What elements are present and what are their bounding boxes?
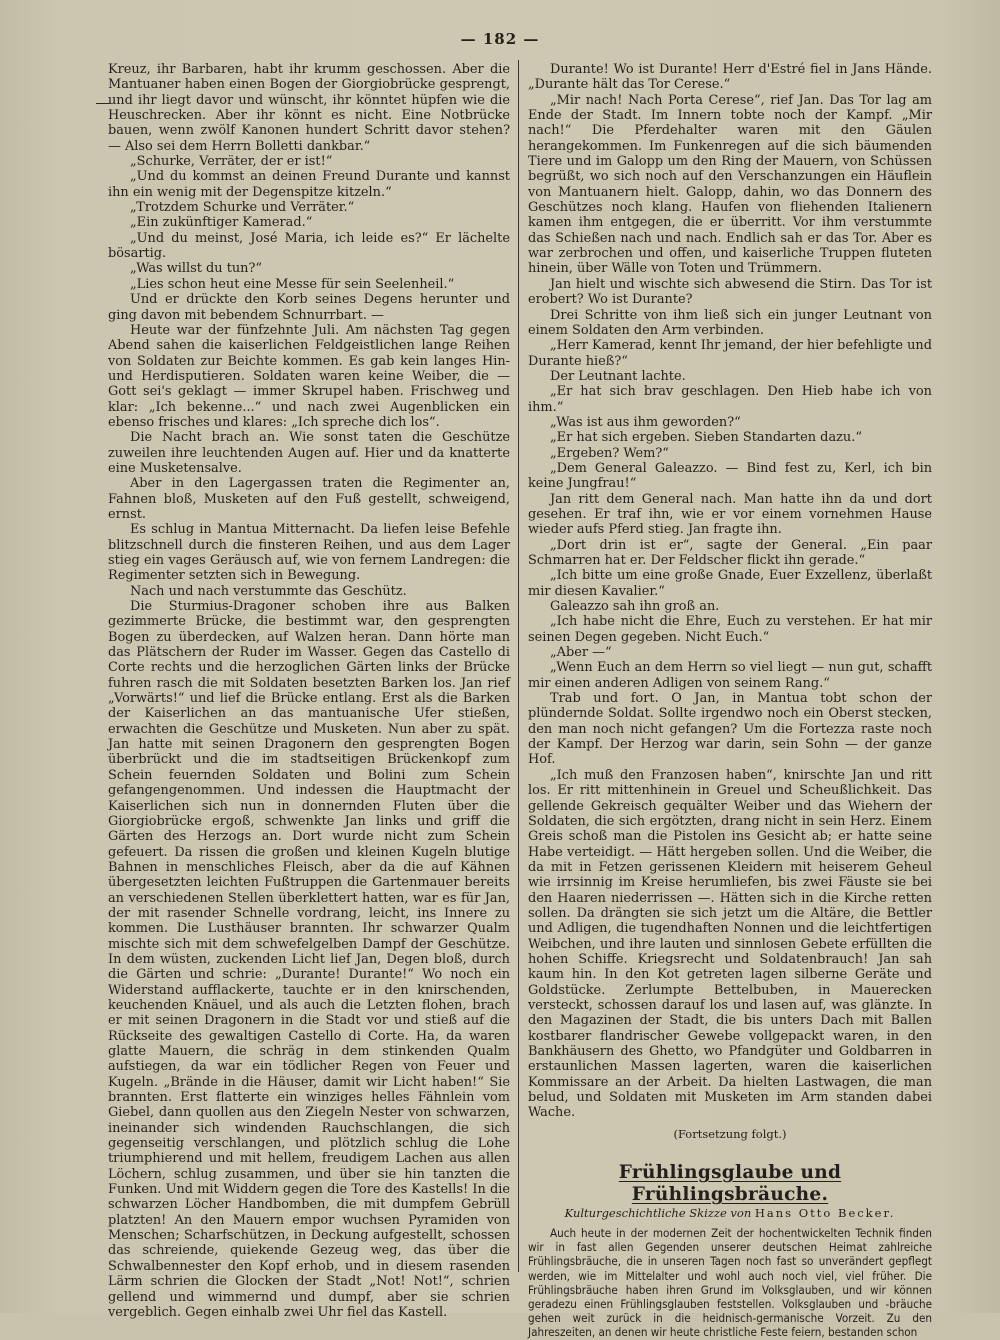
right-column [528, 62, 932, 1340]
paragraph: „Ich habe nicht die Ehre, Euch zu verstehen. Er hat mir seinen Degen gegeben. Nicht Euch.“ [528, 614, 932, 645]
paragraph: „Er hat sich ergeben. Sieben Standarten dazu.“ [550, 430, 862, 446]
paragraph: Drei Schritte von ihm ließ sich ein junger Leutnant von einem Soldaten den Arm verbinden. [528, 307, 932, 338]
paragraph: Aber in den Lagergassen traten die Regimenter an, Fahnen bloß, Musketen auf den Fuß gestellt, schweigend, ernst. [108, 476, 510, 522]
paragraph: „Und du kommst an deinen Freund Durante und kannst ihn ein wenig mit der Degenspitze kitzeln.“ [108, 169, 510, 200]
paragraph: Durante! Wo ist Durante! Herr d'Estré fiel in Jans Hände. „Durante hält das Tor Cerese.“ [528, 62, 932, 93]
paragraph: „Trotzdem Schurke und Verräter.“ [130, 200, 355, 216]
paragraph: Auch heute in der modernen Zeit der hochentwickelten Technik finden wir in fast allen Gegenden unserer deutschen Heimat zahlreiche Frühlingsbräuche, die in unseren Tagen noch fast so unverändert gepflegt werden, wie im Mittelalter und wohl auch noch viel, viel früher. Die Frühlingsbräuche haben ihren Grund im Volksglauben, und wir können geradezu einen Frühlingsglauben feststellen. Volksglauben und -bräuche gehen weit zurück in die heidnisch-germanische Vorzeit. Zu den Jahreszeiten, an denen wir heute christliche Feste feiern, bestanden schon [528, 1226, 932, 1340]
paragraph: Jan ritt dem General nach. Man hatte ihn da und dort gesehen. Er traf ihn, wie er vor einem vornehmen Hause wieder aufs Pferd stieg. Jan fragte ihn. [528, 491, 932, 538]
paragraph: „Schurke, Verräter, der er ist!“ [130, 154, 333, 170]
paragraph: „Herr Kamerad, kennt Ihr jemand, der hier befehligte und Durante hieß?“ [528, 338, 932, 369]
paragraph: „Dem General Galeazzo. — Bind fest zu, Kerl, ich bin keine Jungfrau!“ [528, 460, 932, 492]
paragraph: Galeazzo sah ihn groß an. [550, 599, 720, 615]
paragraph: Die Nacht brach an. Wie sonst taten die Geschütze zuweilen ihre leuchtenden Augen auf. Hier und da knatterte eine Musketensalve. [108, 430, 510, 476]
paragraph: „Dort drin ist er“, sagte der General. „Ein paar Schmarren hat er. Der Feldscher flickt ihn gerade.“ [528, 537, 932, 568]
continuation-note: (Fortsetzung folgt.) [673, 1126, 787, 1141]
article-body [528, 1226, 932, 1340]
paragraph: Jan hielt und wischte sich abwesend die Stirn. Das Tor ist erobert? Wo ist Durante? [528, 276, 932, 308]
paragraph: „Ein zukünftiger Kamerad.“ [130, 215, 313, 231]
paragraph: Heute war der fünfzehnte Juli. Am nächsten Tag gegen Abend sahen die kaiserlichen Feldgeistlichen lange Reihen von Soldaten zur Beichte kommen. Es gab kein langes Hin- und Herdisputieren. Soldaten waren keine Weiber, die — Gott sei's geklagt — immer Skrupel haben. Frischweg und klar: „Ich bekenne...“ und nach zwei Augenblicken ein ebenso frisches und klares: „Ich spreche dich los“. [108, 322, 510, 430]
paragraph: „Ich bitte um eine große Gnade, Euer Exzellenz, überlaßt mir diesen Kavalier.“ [528, 568, 932, 599]
article-subtitle-prefix: Kulturgeschichtliche Skizze von [564, 1206, 752, 1221]
article-title: Frühlingsglaube und Frühlingsbräuche. [618, 1162, 842, 1206]
page-number: — 182 — [460, 30, 540, 48]
paragraph: Der Leutnant lachte. [550, 368, 686, 384]
paragraph: „Wenn Euch an dem Herrn so viel liegt — nun gut, schafft mir einen anderen Adligen von seinem Rang.“ [528, 660, 932, 691]
paragraph: Nach und nach verstummte das Geschütz. [130, 583, 407, 599]
paragraph: Und er drückte den Korb seines Degens herunter und ging davon mit bebendem Schnurrbart. — [108, 292, 510, 323]
paragraph: „Ergeben? Wem?“ [550, 445, 669, 461]
article-subtitle [528, 1206, 932, 1220]
paragraph: „Aber —“ [550, 645, 612, 661]
paragraph: Trab und fort. O Jan, in Mantua tobt schon der plündernde Soldat. Sollte irgendwo noch ein Oberst stecken, den man noch nicht gefangen? Um die Fortezza raste noch der Kampf. Der Herzog war darin, sein Sohn — der ganze Hof. [528, 691, 932, 768]
paragraph: „Lies schon heut eine Messe für sein Seelenheil.“ [130, 276, 455, 292]
paragraph: „Was willst du tun?“ [130, 261, 262, 277]
paragraph: „Er hat sich brav geschlagen. Den Hieb habe ich von ihm.“ [528, 384, 932, 415]
paragraph: „Was ist aus ihm geworden?“ [550, 414, 741, 430]
left-column [108, 62, 510, 1320]
paragraph: „Mir nach! Nach Porta Cerese“, rief Jan. Das Tor lag am Ende der Stadt. Im Innern tobte noch der Kampf. „Mir nach!“ Die Pferdehalter waren mit den Gäulen herangekommen. Im Funkenregen auf die sich bäumenden Tiere und im Galopp um den Ring der Mauern, von Schüssen begrüßt, wo sich noch auf den Verschanzungen ein Häuflein von Mantuanern hielt. Galopp, dahin, wo das Donnern des Geschützes noch klang. Haufen von fliehenden Italienern kamen ihm entgegen, die er überritt. Vor ihm verstummte das Schießen nach und nach. Endlich sah er das Tor. Aber es war zerbrochen und offen, und kaiserliche Truppen fluteten hinein, über Wälle von Toten und Trümmern. [528, 92, 932, 277]
paragraph: „Ich muß den Franzosen haben“, knirschte Jan und ritt los. Er ritt mittenhinein in Greuel und Scheußlichkeit. Das gellende Gekreisch gequälter Weiber und das Wiehern der Soldaten, die sich ergötzten, drang nicht in sein Herz. Einem Greis schoß man die Pistolen ins Gesicht ab; er hatte seine Habe verteidigt. — Hätt hergeben sollen. Und die Weiber, die da mit in Fetzen gerissenen Kleidern mit heiserem Geheul wie irrsinnig im Kreise herumliefen, bis zwei Fäuste sie bei den Haaren niederrissen —. Hätten sich in die Kirche retten sollen. Da drängten sie sich jetzt um die Altäre, die Bettler und Adligen, die tugendhaften Nonnen und die leichtfertigen Weibchen, und ihre lauten und sinnlosen Gebete erfüllten die hohen Schiffe. Kriegsrecht und Soldatenbrauch! Jan sah kaum hin. In den Kot getreten lagen silberne Geräte und Goldstücke. Zerlumpte Bettelbuben, in Mauerecken versteckt, schossen darauf los und lasen auf, was glänzte. In den Magazinen der Stadt, die bis unters Dach mit Ballen kostbarer flandrischer Gewebe vollgepackt waren, in den Bankhäusern des Ghetto, wo Pfandgüter und Goldbarren in erstaunlichen Massen lagerten, waren die kaiserlichen Kommissare an der Arbeit. Da hielten Lastwagen, die man belud, und Soldaten mit Musketen im Arm standen dabei Wache. [528, 767, 932, 1121]
paragraph: Die Sturmius-Dragoner schoben ihre aus Balken gezimmerte Brücke, die bestimmt war, den gesprengten Bogen zu überdecken, auf Walzen heran. Dann hörte man das Plätschern der Ruder im Wasser. Gegen das Castello di Corte rechts und die herzoglichen Gärten links der Brücke fuhren rasch die mit Soldaten besetzten Barken los. Jan rief „Vorwärts!“ und lief die Brücke entlang. Erst als die Barken der Kaiserlichen an das mantuanische Ufer stießen, erwachten die Geschütze und Musketen. Nun aber zu spät. Jan hatte mit seinen Dragonern den gesprengten Bogen überbrückt und die im stadtseitigen Brückenkopf zum Schein feuernden Soldaten und Bolini zum Schein gefangengenommen. Und indessen die Hauptmacht der Kaiserlichen sich nun in donnernden Fluten über die Giorgiobrücke ergoß, schwenkte Jan links und griff die Gärten des Herzogs an. Dort wurde nicht zum Schein gefeuert. Da rissen die großen und kleinen Kugeln blutige Bahnen in menschliches Fleisch, aber da die auf Kähnen übergesetzten leichten Fußtruppen die Gartenmauer bereits an verschiedenen Stellen überklettert hatten, war es für Jan, der mit rasender Schnelle vordrang, leicht, ins Innere zu kommen. Die Lusthäuser brannten. Ihr schwarzer Qualm mischte sich mit dem schwefelgelben Dampf der Geschütze. In dem wüsten, zuckenden Licht lief Jan, Degen bloß, durch die Gärten und schrie: „Durante! Durante!“ Wo noch ein Widerstand aufflackerte, tauchte er in den knirschenden, keuchenden Knäuel, und als auch die Letzten flohen, brach er mit seinen Dragonern in die Stadt vor und stieß auf die Rückseite des gewaltigen Castello di Corte. Ha, da waren glatte Mauern, die schräg in dem stinkenden Qualm aufstiegen, da war ein tödlicher Regen von Feuer und Kugeln. „Brände in die Häuser, damit wir Licht haben!“ Sie brannten. Erst flatterte ein winziges helles Fähnlein vom Giebel, dann quollen aus den Ziegeln Nester von schwarzen, ineinander sich windenden Rauchschlangen, die sich gegenseitig verschlangen, und plötzlich schlug die Lohe triumphierend und mit hellem, freudigem Lachen aus allen Löchern, schlug zusammen, und über sie hin tanzten die Funken. Und mit Widdern gegen die Tore des Kastells! In die schwarzen Löcher Handbomben, die mit dumpfem Gebrüll platzten! An den Mauern empor wuchsen Pyramiden von Menschen; Scharfschützen, in Deckung aufgestellt, schossen das schreiende, quiekende Gezeug weg, das über die Schwalbennester den Kopf erhob, und in diesem rasenden Lärm schrien die Glocken der Stadt „Not! Not!“, schrien gellend und wimmernd und dumpf, aber sie schrien vergeblich. Gegen einhalb zwei Uhr fiel das Kastell. [108, 599, 510, 1320]
paragraph: Kreuz, ihr Barbaren, habt ihr krumm geschossen. Aber die Mantuaner haben einen Bogen der Giorgiobrücke gesprengt, und ihr liegt davor und wünscht, ihr könntet hüpfen wie die Heuschrecken. Aber ihr könnt es nicht. Eine Notbrücke bauen, wenn zwölf Kanonen hundert Schritt davor stehen? — Also sei dem Herrn Bolletti dankbar.“ [108, 62, 510, 154]
column-divider [518, 60, 519, 1272]
paragraph: Es schlug in Mantua Mitternacht. Da liefen leise Befehle blitzschnell durch die finsteren Reihen, und aus dem Lager stieg ein vages Geräusch auf, wie von fernem Landregen: die Regimenter setzten sich in Bewegung. [108, 522, 510, 584]
article-author: Hans Otto Becker. [754, 1206, 896, 1221]
paragraph: „Und du meinst, José Maria, ich leide es?“ Er lächelte bösartig. [108, 230, 510, 262]
